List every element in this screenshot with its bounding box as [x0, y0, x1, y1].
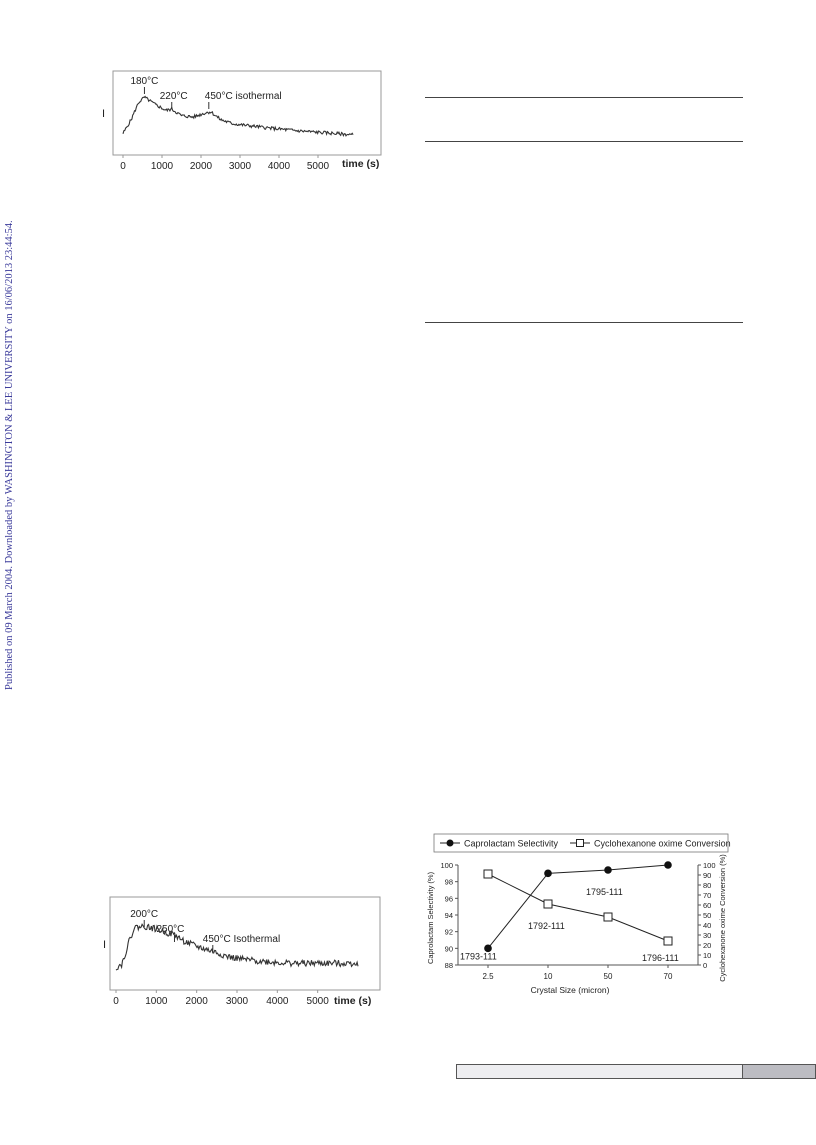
tpd-chart-2 — [96, 892, 396, 1012]
chart-1-xlabel: time (s) — [342, 158, 380, 170]
annotation-label: 250°C — [156, 924, 185, 935]
selectivity-point — [664, 861, 672, 869]
legend-selectivity-label: Caprolactam Selectivity — [464, 838, 559, 849]
x-tick-label: 10 — [543, 972, 553, 981]
table-top-rule — [425, 97, 743, 98]
x-tick-label: 5000 — [306, 996, 329, 1007]
annotation-label: 200°C — [130, 909, 159, 920]
y-left-tick-label: 96 — [444, 894, 453, 904]
x-tick-label: 3000 — [228, 161, 252, 172]
y-right-tick-label: 60 — [703, 901, 712, 910]
legend-conversion-marker — [577, 840, 584, 847]
x-tick-label: 1000 — [150, 161, 174, 172]
x-tick-label: 1000 — [145, 996, 168, 1007]
y-right-tick-label: 90 — [703, 871, 712, 880]
table-header-rule — [425, 141, 743, 142]
conversion-point — [544, 900, 552, 908]
point-label: 1795-111 — [586, 887, 623, 897]
legend-conversion-label: Cyclohexanone oxime Conversion — [594, 838, 731, 849]
chart-1-ylabel: I — [102, 108, 106, 120]
selectivity-point — [544, 870, 552, 878]
y-left-tick-label: 100 — [440, 861, 453, 870]
download-watermark: Published on 09 March 2004. Downloaded by WASHINGTON & LEE UNIVERSITY on 16/06/2013 23:44:54. — [4, 220, 15, 690]
y-left-tick-label: 92 — [444, 927, 453, 937]
footer-bar-end — [743, 1064, 816, 1079]
chart-2-xlabel: time (s) — [334, 995, 372, 1007]
y-right-tick-label: 20 — [703, 941, 712, 950]
point-label: 1792-111 — [528, 921, 565, 931]
point-label: 1793-111 — [460, 951, 497, 962]
conversion-point — [604, 913, 612, 921]
y-left-tick-label: 88 — [444, 961, 453, 970]
conversion-line — [488, 874, 668, 941]
y-left-tick-label: 98 — [444, 877, 453, 887]
selectivity-line — [488, 865, 668, 948]
x-tick-label: 0 — [113, 996, 119, 1007]
crystal-size-chart — [420, 830, 740, 1000]
annotation-label: 220°C — [159, 91, 188, 102]
y-right-tick-label: 80 — [703, 881, 712, 890]
x-tick-label: 0 — [120, 161, 126, 172]
y-right-tick-label: 40 — [703, 921, 712, 930]
x-tick-label: 5000 — [306, 161, 330, 172]
y-left-tick-label: 90 — [444, 944, 453, 954]
chart-3-xlabel: Crystal Size (micron) — [530, 985, 610, 995]
annotation-label: 180°C — [130, 76, 159, 87]
x-tick-label: 3000 — [225, 996, 249, 1007]
y-right-tick-label: 70 — [703, 891, 712, 900]
x-tick-label: 2000 — [189, 161, 213, 172]
y-right-tick-label: 10 — [703, 951, 712, 960]
annotation-label: 450°C isothermal — [204, 91, 282, 102]
y-right-tick-label: 30 — [703, 931, 712, 940]
conversion-point — [664, 937, 672, 945]
x-tick-label: 4000 — [267, 161, 291, 172]
x-tick-label: 2.5 — [482, 972, 494, 981]
footer-bar — [456, 1064, 743, 1079]
chart-3-ylabel-right: Cyclohexanone oxime Conversion (%) — [718, 854, 727, 982]
annotation-label: 450°C Isothermal — [202, 934, 281, 945]
selectivity-point — [604, 866, 612, 874]
x-tick-label: 50 — [603, 972, 613, 981]
y-right-tick-label: 0 — [703, 961, 708, 970]
point-label: 1796-111 — [642, 953, 679, 963]
x-tick-label: 2000 — [185, 996, 208, 1007]
tpd-chart-1 — [96, 64, 396, 174]
chart-3-ylabel-left: Caprolactam Selectivity (%) — [426, 871, 435, 965]
table-bottom-rule — [425, 322, 743, 323]
legend-selectivity-marker — [447, 840, 454, 847]
y-right-tick-label: 50 — [703, 911, 712, 920]
y-left-tick-label: 94 — [444, 911, 453, 920]
x-tick-label: 4000 — [266, 996, 289, 1007]
conversion-point — [484, 870, 492, 878]
y-right-tick-label: 100 — [703, 861, 716, 870]
chart-2-ylabel: I — [103, 939, 107, 951]
x-tick-label: 70 — [663, 972, 673, 981]
